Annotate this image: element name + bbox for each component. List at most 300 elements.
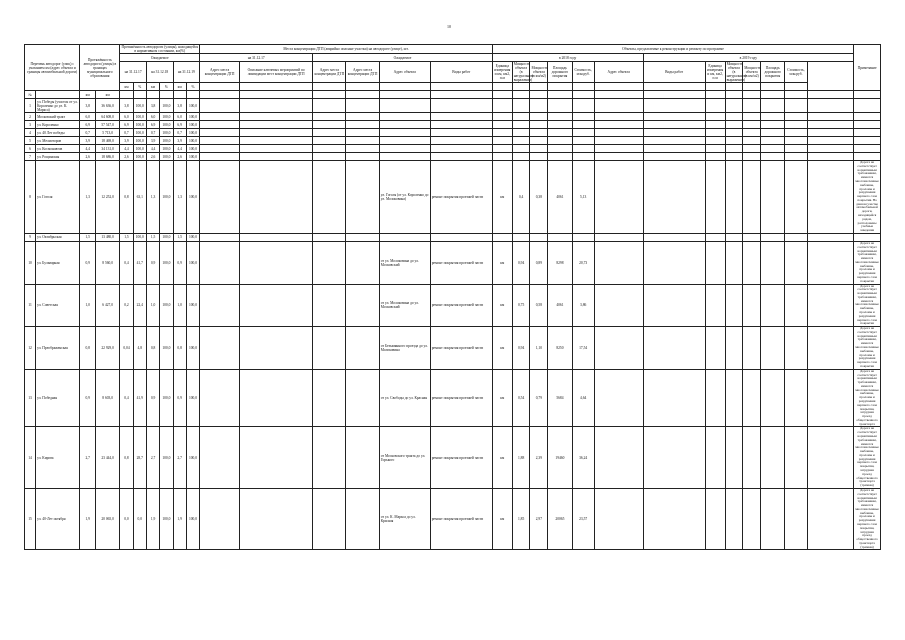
header-dtp-sub: Ожидаемое	[313, 54, 493, 62]
cell-e: 3,9	[173, 137, 186, 145]
header-power2-2019: Мощность объекта (в км/м2)	[743, 62, 761, 83]
cell-area: 23 444,0	[95, 427, 119, 489]
cell-empty	[346, 427, 379, 489]
cell-b: 100,0	[133, 129, 146, 137]
header-d2: на 31.12.18	[146, 62, 173, 83]
cell-p2: 2,39	[530, 427, 548, 489]
cell-area: 18 686,0	[95, 153, 119, 161]
cell-p2	[530, 137, 548, 145]
cell-work: ремонт покрытия проезжей части	[430, 327, 492, 370]
cell-name: ул. Преображенская	[36, 327, 80, 370]
cell-empty	[240, 427, 313, 489]
cell-empty	[705, 113, 725, 121]
header-km-b: км	[146, 83, 159, 91]
cell-empty	[313, 153, 346, 161]
cell-work	[430, 233, 492, 241]
cell-work: ремонт покрытия проезжей части	[430, 284, 492, 327]
cell-empty	[761, 129, 785, 137]
cell-empty	[643, 284, 705, 327]
header-share-sub: Ожидаемое	[120, 54, 200, 62]
cell-area: 64 608,0	[95, 113, 119, 121]
cell-f: 100,0	[186, 327, 199, 370]
header-y2019: в 2019 году	[643, 54, 854, 62]
cell-d: 100,0	[160, 427, 173, 489]
header-cost-2018: Стоимость, млн.руб.	[572, 62, 594, 83]
cell-empty	[643, 145, 705, 153]
cell-cost: 17,54	[572, 327, 594, 370]
cell-empty	[643, 129, 705, 137]
cell-empty	[200, 137, 240, 145]
cell-p1	[512, 129, 530, 137]
cell-empty	[705, 327, 725, 370]
cell-p2	[530, 145, 548, 153]
cell-e: 2,6	[173, 153, 186, 161]
cell-empty	[594, 153, 643, 161]
cell-p2	[530, 129, 548, 137]
table-row	[25, 369, 881, 427]
cell-n: 13	[25, 369, 36, 427]
header-dtp-d1: на 31.12.17	[200, 54, 313, 62]
cell-empty	[594, 161, 643, 234]
cell-p3	[548, 145, 572, 153]
cell-empty	[240, 145, 313, 153]
cell-empty	[313, 233, 346, 241]
cell-empty	[761, 161, 785, 234]
cell-d: 100,0	[160, 327, 173, 370]
table-header	[25, 45, 881, 99]
cell-note: Дорога не соответствует нормативным требованиям, имеются многочисленные выбоины, проломы и разрушения верхнего слоя покрытия, затруднен проезд общественного транспорта	[855, 368, 879, 426]
cell-empty	[346, 121, 379, 129]
cell-a: 0,7	[120, 129, 133, 137]
cell-c: 0,9	[146, 369, 159, 427]
cell-p2	[530, 153, 548, 161]
cell-empty	[743, 99, 761, 113]
cell-name: Московский тракт	[36, 113, 80, 121]
cell-addr: от ул. К. Маркса до ул. Красная	[379, 488, 430, 550]
cell-empty	[705, 369, 725, 427]
cell-a: 0,8	[120, 161, 133, 234]
cell-p3	[548, 113, 572, 121]
cell-empty	[643, 161, 705, 234]
cell-unit: км	[492, 241, 512, 284]
cell-empty	[200, 233, 240, 241]
cell-name: ул. Победная	[36, 369, 80, 427]
cell-len: 1,9	[80, 488, 96, 550]
cell-len: 1,0	[80, 284, 96, 327]
cell-a: 6,0	[120, 113, 133, 121]
header-dtp-desc: Описание ключевых мероприятий по ликвидации мест концентрации ДТП	[240, 62, 313, 83]
cell-note	[854, 99, 881, 113]
cell-d: 100,0	[160, 284, 173, 327]
cell-b: 100,0	[133, 153, 146, 161]
cell-empty	[346, 233, 379, 241]
cell-unit	[492, 121, 512, 129]
cell-note: Дорога не соответствует нормативным требованиям, имеются многочисленные выбоины, проломы и разрушения верхнего слоя покрытия, затруднен проезд общественного транспорта (трамвая)	[855, 426, 879, 488]
cell-unit	[492, 153, 512, 161]
header-work-2018: Виды работ	[430, 62, 492, 83]
cell-empty	[785, 284, 807, 327]
cell-empty	[705, 99, 725, 113]
cell-empty	[594, 121, 643, 129]
cell-d: 100,0	[160, 129, 173, 137]
cell-empty	[743, 427, 761, 489]
cell-name: ул. 40-Лет октября	[36, 488, 80, 550]
cell-b: 100,0	[133, 99, 146, 113]
cell-empty	[743, 121, 761, 129]
table-row	[25, 121, 881, 129]
cell-empty	[200, 121, 240, 129]
header-pct-c: %	[186, 83, 199, 91]
table-row	[25, 284, 881, 327]
cell-f: 100,0	[186, 137, 199, 145]
cell-addr	[379, 233, 430, 241]
cell-empty	[785, 427, 807, 489]
cell-unit: км	[492, 427, 512, 489]
cell-len: 6,9	[80, 121, 96, 129]
table-row	[25, 153, 881, 161]
cell-empty	[785, 488, 807, 550]
cell-p3: 5684	[548, 369, 572, 427]
cell-empty	[643, 121, 705, 129]
cell-empty	[807, 137, 854, 145]
cell-empty	[743, 233, 761, 241]
cell-note: Дорога не соответствует нормативным требованиям, имеются многочисленные выбоины, проломы и разрушения верхнего слоя покрытия	[855, 240, 879, 283]
cell-empty	[725, 145, 743, 153]
cell-empty	[240, 327, 313, 370]
cell-a: 0,8	[120, 427, 133, 489]
cell-f: 100,0	[186, 121, 199, 129]
cell-d: 100,0	[160, 113, 173, 121]
cell-empty	[313, 427, 346, 489]
cell-empty	[725, 233, 743, 241]
cell-empty	[594, 233, 643, 241]
cell-name: ул. Короленко	[36, 121, 80, 129]
cell-cost	[572, 99, 594, 113]
cell-a: 2,6	[120, 153, 133, 161]
cell-p2: 0,79	[530, 369, 548, 427]
cell-p3: 4061	[548, 161, 572, 234]
cell-e: 4,4	[173, 145, 186, 153]
cell-c: 3,8	[146, 99, 159, 113]
cell-n: 3	[25, 121, 36, 129]
cell-work: ремонт покрытия проезжей части	[430, 161, 492, 234]
cell-empty	[346, 99, 379, 113]
cell-d: 100,0	[160, 99, 173, 113]
cell-d: 100,0	[160, 137, 173, 145]
cell-p2	[530, 121, 548, 129]
cell-addr	[379, 121, 430, 129]
cell-area: 22 929,0	[95, 327, 119, 370]
cell-f: 100,0	[186, 145, 199, 153]
cell-cost: 3,86	[572, 284, 594, 327]
cell-empty	[705, 145, 725, 153]
cell-empty	[761, 241, 785, 284]
cell-c: 1,0	[146, 284, 159, 327]
cell-empty	[594, 113, 643, 121]
cell-len: 3,8	[80, 99, 96, 113]
cell-p1	[512, 153, 530, 161]
cell-empty	[743, 137, 761, 145]
cell-e: 1,9	[173, 488, 186, 550]
cell-c: 2,6	[146, 153, 159, 161]
cell-p3	[548, 137, 572, 145]
cell-addr: от Московского тракта до ул. Горького	[379, 427, 430, 489]
cell-f: 100,0	[186, 161, 199, 234]
cell-work	[430, 145, 492, 153]
cell-f: 100,0	[186, 153, 199, 161]
cell-p2	[530, 99, 548, 113]
cell-p1: 0,54	[512, 369, 530, 427]
cell-p1	[512, 121, 530, 129]
cell-empty	[807, 121, 854, 129]
cell-unit	[492, 99, 512, 113]
cell-empty	[705, 233, 725, 241]
header-power-2019: Мощность объекта (в натуральном выражении)	[726, 62, 747, 83]
cell-empty	[761, 327, 785, 370]
cell-p2: 0,58	[530, 284, 548, 327]
cell-empty	[200, 427, 240, 489]
cell-p1: 1,88	[512, 427, 530, 489]
table-row	[25, 488, 881, 550]
cell-cost	[572, 137, 594, 145]
cell-note: Дорога не соответствует нормативным требованиям, имеются многочисленные выбоины, проломы и разрушения верхнего слоя покрытия, затруднен проезд общественного транспорта (трамвая)	[855, 487, 879, 549]
cell-empty	[313, 145, 346, 153]
cell-unit	[492, 113, 512, 121]
cell-empty	[240, 153, 313, 161]
cell-empty	[240, 369, 313, 427]
cell-e: 6,0	[173, 113, 186, 121]
cell-work	[430, 99, 492, 113]
header-d3: на 31.12.19	[173, 62, 200, 83]
cell-name: ул. 40 Лет победы	[36, 129, 80, 137]
table-row	[25, 99, 881, 113]
cell-empty	[785, 145, 807, 153]
cell-d: 100,0	[160, 369, 173, 427]
table-row	[25, 145, 881, 153]
cell-empty	[785, 327, 807, 370]
cell-p1: 0,75	[512, 284, 530, 327]
cell-empty	[725, 241, 743, 284]
cell-empty	[807, 488, 854, 550]
cell-empty	[594, 145, 643, 153]
cell-empty	[643, 327, 705, 370]
cell-f: 100,0	[186, 427, 199, 489]
cell-empty	[761, 427, 785, 489]
cell-empty	[313, 121, 346, 129]
cell-empty	[785, 129, 807, 137]
cell-empty	[200, 284, 240, 327]
cell-c: 0,9	[146, 241, 159, 284]
cell-a: 3,8	[120, 99, 133, 113]
cell-p3	[548, 129, 572, 137]
cell-empty	[807, 129, 854, 137]
cell-n: 2	[25, 113, 36, 121]
table-row	[25, 113, 881, 121]
header-power-2018: Мощность объекта (в натуральном выражении)	[513, 62, 534, 83]
cell-d: 100,0	[160, 161, 173, 234]
cell-p3	[548, 99, 572, 113]
cell-addr: от ул. Молоковина до ул. Московский	[379, 241, 430, 284]
cell-empty	[643, 113, 705, 121]
header-remark: Примечание	[854, 45, 881, 91]
cell-f: 100,0	[186, 99, 199, 113]
cell-empty	[346, 145, 379, 153]
cell-empty	[313, 327, 346, 370]
cell-empty	[313, 137, 346, 145]
cell-empty	[785, 233, 807, 241]
cell-empty	[705, 161, 725, 234]
cell-empty	[643, 153, 705, 161]
cell-p2	[530, 233, 548, 241]
cell-empty	[785, 153, 807, 161]
cell-b: 0,0	[133, 488, 146, 550]
cell-e: 0,7	[173, 129, 186, 137]
cell-b: 41,9	[133, 369, 146, 427]
header-length: Протяжённость автодороги (улицы) в границах муниципального образования	[80, 45, 120, 91]
cell-empty	[761, 99, 785, 113]
cell-p2: 1,10	[530, 327, 548, 370]
cell-empty	[725, 113, 743, 121]
header-n: №	[25, 91, 36, 99]
cell-empty	[594, 327, 643, 370]
cell-p3	[548, 121, 572, 129]
cell-name: ул. Мелиоторов	[36, 137, 80, 145]
cell-len: 0,9	[80, 241, 96, 284]
cell-empty	[240, 137, 313, 145]
header-addr-obj-2018: Адрес объекта	[379, 62, 430, 83]
cell-n: 14	[25, 427, 36, 489]
cell-empty	[200, 327, 240, 370]
cell-p1: 0,94	[512, 327, 530, 370]
cell-c: 6,9	[146, 121, 159, 129]
cell-empty	[761, 121, 785, 129]
cell-p1: 1,85	[512, 488, 530, 550]
cell-area: 8 560,0	[95, 241, 119, 284]
cell-c: 0,7	[146, 129, 159, 137]
cell-area: 57 547,0	[95, 121, 119, 129]
cell-empty	[643, 427, 705, 489]
cell-p2: 0,38	[530, 161, 548, 234]
cell-empty	[725, 284, 743, 327]
cell-p1	[512, 137, 530, 145]
cell-empty	[346, 113, 379, 121]
cell-empty	[807, 241, 854, 284]
cell-empty	[761, 113, 785, 121]
table-row	[25, 233, 881, 241]
header-km-area: км	[95, 91, 119, 99]
header-dtp-addr3: Адрес места концентрации ДТП	[346, 62, 379, 83]
cell-p3: 8298	[548, 241, 572, 284]
cell-cost	[572, 121, 594, 129]
cell-p3: 20065	[548, 488, 572, 550]
cell-empty	[743, 488, 761, 550]
cell-len: 1,3	[80, 161, 96, 234]
cell-p1: 0,4	[512, 161, 530, 234]
cell-empty	[200, 99, 240, 113]
cell-empty	[743, 241, 761, 284]
cell-a: 0,04	[120, 327, 133, 370]
cell-empty	[200, 369, 240, 427]
cell-area: 5 713,0	[95, 129, 119, 137]
cell-addr	[379, 129, 430, 137]
cell-empty	[807, 369, 854, 427]
cell-name: ул. Космонавтов	[36, 145, 80, 153]
cell-empty	[807, 327, 854, 370]
cell-empty	[240, 161, 313, 234]
cell-area: 13 480,0	[95, 233, 119, 241]
cell-empty	[313, 161, 346, 234]
cell-empty	[743, 153, 761, 161]
cell-empty	[313, 99, 346, 113]
cell-empty	[761, 488, 785, 550]
cell-b: 63,1	[133, 161, 146, 234]
cell-empty	[200, 153, 240, 161]
cell-empty	[807, 427, 854, 489]
cell-e: 0,8	[173, 327, 186, 370]
header-cost-2019: Стоимость, млн.руб.	[785, 62, 807, 83]
cell-p2: 2,97	[530, 488, 548, 550]
cell-empty	[761, 145, 785, 153]
cell-empty	[313, 129, 346, 137]
cell-p3: 19460	[548, 427, 572, 489]
cell-d: 100,0	[160, 145, 173, 153]
cell-empty	[594, 137, 643, 145]
cell-name: ул. Кирова	[36, 427, 80, 489]
cell-a: 4,4	[120, 145, 133, 153]
cell-addr: ул. Гоголя (от ул. Короленко до ул. Молоковина)	[379, 161, 430, 234]
cell-work: ремонт покрытия проезжей части	[430, 241, 492, 284]
header-dtp-addr2: Адрес места концентрации ДТП	[313, 62, 346, 83]
cell-d: 100,0	[160, 488, 173, 550]
cell-a: 1,5	[120, 233, 133, 241]
cell-a: 0,4	[120, 241, 133, 284]
cell-d: 100,0	[160, 241, 173, 284]
cell-empty	[807, 161, 854, 234]
header-unit-2018: Единица измерения и км, км2, п.м	[492, 62, 512, 83]
cell-c: 2,7	[146, 427, 159, 489]
table-row	[25, 129, 881, 137]
cell-f: 100,0	[186, 369, 199, 427]
cell-addr	[379, 145, 430, 153]
cell-cost: 36,24	[572, 427, 594, 489]
cell-work: ремонт покрытия проезжей части	[430, 427, 492, 489]
cell-len: 4,4	[80, 145, 96, 153]
cell-addr	[379, 153, 430, 161]
cell-empty	[200, 488, 240, 550]
cell-empty	[743, 369, 761, 427]
cell-area: 36 636,0	[95, 99, 119, 113]
cell-empty	[240, 99, 313, 113]
cell-f: 100,0	[186, 488, 199, 550]
header-y2018: в 2018 году	[492, 54, 643, 62]
cell-area: 34 131,0	[95, 145, 119, 153]
cell-empty	[785, 121, 807, 129]
cell-len: 0,7	[80, 129, 96, 137]
cell-empty	[725, 161, 743, 234]
cell-empty	[346, 327, 379, 370]
header-km-a: км	[120, 83, 133, 91]
header-dtp-group: Места концентрации ДТП (аварийно опасные участки) на автодороге (улице), шт.	[200, 45, 493, 54]
cell-empty	[346, 369, 379, 427]
cell-empty	[807, 284, 854, 327]
cell-p3: 4061	[548, 284, 572, 327]
cell-empty	[785, 161, 807, 234]
cell-d: 100,0	[160, 121, 173, 129]
cell-n: 5	[25, 137, 36, 145]
cell-cost	[572, 153, 594, 161]
cell-empty	[761, 284, 785, 327]
cell-empty	[705, 284, 725, 327]
